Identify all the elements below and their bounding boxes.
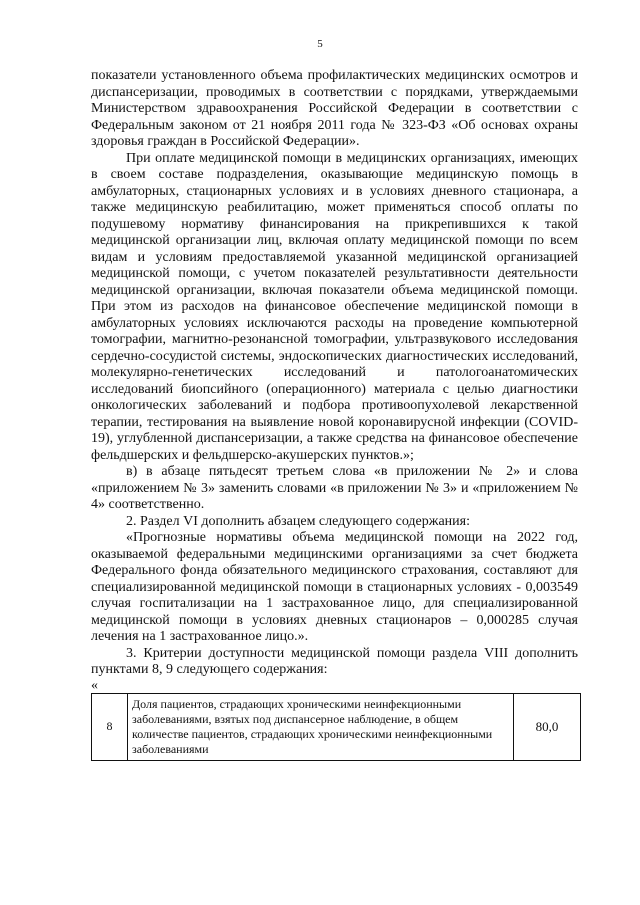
- criteria-table: [91, 693, 581, 761]
- table-row: [92, 693, 581, 760]
- paragraph-section-viii: 3. Критерии доступности медицинской помощи раздела VIII дополнить пунктами 8, 9 следующего содержания:: [91, 645, 578, 677]
- paragraph-continuation: показатели установленного объема профилактических медицинских осмотров и диспансеризации, проводимых в соответствии с порядками, утверждаемыми Министерством здравоохранения Российской Федерации в соответствии с Федеральным законом от 21 ноября 2011 года № 323-ФЗ «Об основах охраны здоровья граждан в Российской Федерации».: [91, 68, 578, 149]
- opening-quote-mark: «: [91, 677, 98, 693]
- paragraph-payment-method: При оплате медицинской помощи в медицинских организациях, имеющих в своем составе подразделения, оказывающие медицинскую помощь в амбулаторных, стационарных условиях и в условиях дневного стационара, а также медицинскую реабилитацию, может применяться способ оплаты по подушевому нормативу финансирования на прикрепившихся к такой медицинской организации лиц, включая оплату медицинской помощи по всем видам и условиям предоставляемой указанной медицинской организацией медицинской помощи, с учетом показателей результативности деятельности медицинской организации, включая показатели объема медицинской помощи. При этом из расходов на финансовое обеспечение медицинской помощи в амбулаторных условиях исключаются расходы на проведение компьютерной томографии, магнитно-резонансной томографии, ультразвукового исследования сердечно-сосудистой системы, эндоскопических диагностических исследований, молекулярно-генетических исследований и патологоанатомических исследований биопсийного (операционного) материала с целью диагностики онкологических заболеваний и подбора противоопухолевой лекарственной терапии, тестирования на выявление новой коронавирусной инфекции (COVID-19), углубленной диспансеризации, а также средства на финансовое обеспечение фельдшерских и фельдшерско-акушерских пунктов.»;: [91, 150, 578, 463]
- document-body: [91, 68, 578, 761]
- paragraph-item-v: в) в абзаце пятьдесят третьем слова «в приложении № 2» и слова «приложением № 3» заменить словами «в приложении № 3» и «приложением № 4» соответственно.: [91, 464, 578, 512]
- row-value-cell: 80,0: [514, 693, 581, 760]
- paragraph-forecast-norms: «Прогнозные нормативы объема медицинской помощи на 2022 год, оказываемой федеральными медицинскими организациями за счет бюджета Федерального фонда обязательного медицинского страхования, составляют для специализированной медицинской помощи в стационарных условиях - 0,003549 случая госпитализации на 1 застрахованное лицо, для специализированной медицинской помощи в условиях дневных стационаров – 0,000285 случая лечения на 1 застрахованное лицо.».: [91, 530, 578, 644]
- row-number-cell: 8: [92, 693, 128, 760]
- row-description-cell: Доля пациентов, страдающих хроническими неинфекционными заболеваниями, взятых под диспансерное наблюдение, в общем количестве пациентов, страдающих хроническими неинфекционными заболеваниями: [128, 693, 514, 760]
- page-number: 5: [317, 38, 323, 50]
- paragraph-section-vi: 2. Раздел VI дополнить абзацем следующего содержания:: [126, 513, 470, 529]
